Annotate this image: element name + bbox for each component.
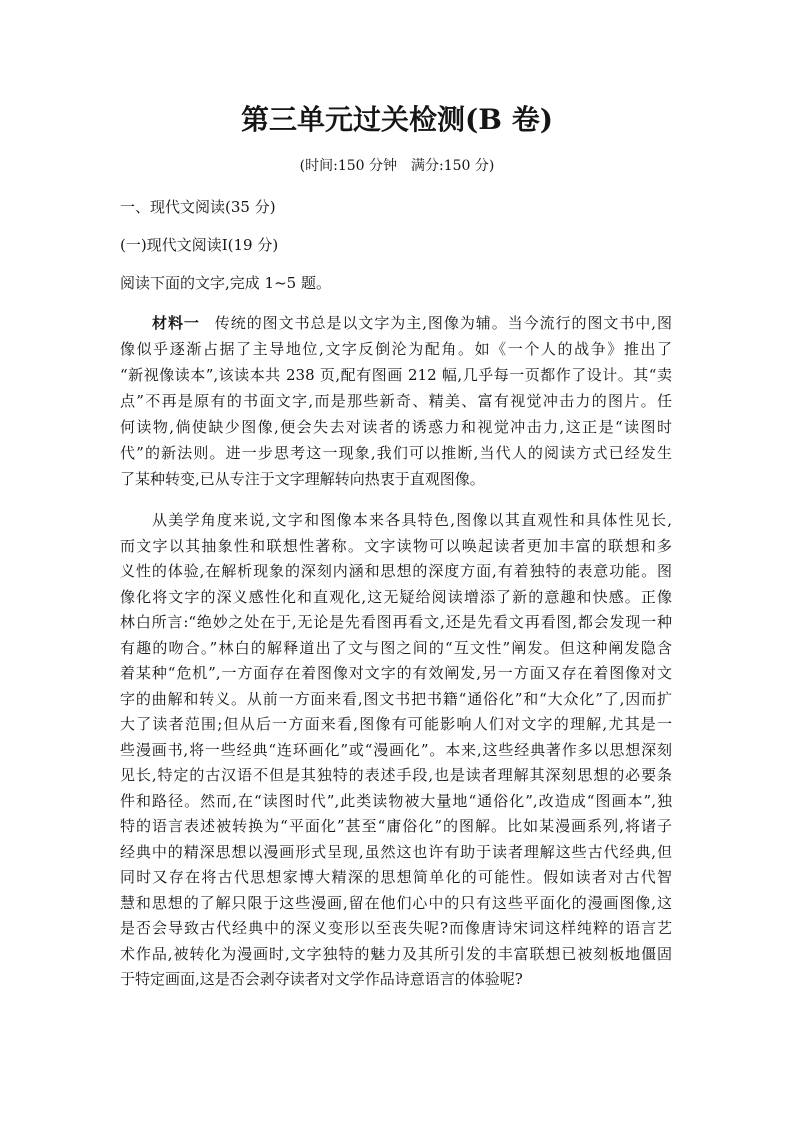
subsection-heading: (一)现代文阅读Ⅰ(19 分)	[120, 236, 279, 254]
section-heading: 一、现代文阅读(35 分)	[120, 198, 276, 216]
paragraph-line: 而文字以其抽象性和联想性著称。文字读物可以唤起读者更加丰富的联想和多	[120, 536, 672, 555]
paragraph-line: 点”不再是原有的书面文字,而是那些新奇、精美、富有视觉冲击力的图片。任	[120, 392, 672, 410]
paragraph-line: 有趣的吻合。”林白的解释道出了文与图之间的“互文性”阐发。但这种阐发隐含	[120, 638, 672, 657]
paragraph-line	[120, 310, 672, 336]
paragraph-line: 术作品,被转化为漫画时,文字独特的魅力及其所引发的丰富联想已被刻板地僵固	[120, 944, 672, 963]
paragraph-line: “新视像读本”,该读本共 238 页,配有图画 212 幅,几乎每一页都作了设计。其“卖	[120, 366, 672, 384]
paragraph-line: 大了读者范围;但从后一方面来看,图像有可能影响人们对文字的理解,尤其是一	[120, 715, 672, 733]
paragraph-line: 慧和思想的了解只限于这些漫画,留在他们心中的只有这些平面化的漫画图像,这	[120, 893, 672, 912]
material-label: 材料一	[152, 314, 200, 332]
paragraph-line: 经典中的精深思想以漫画形式呈现,虽然这也许有助于读者理解这些古代经典,但	[120, 842, 672, 861]
paragraph-line: 义性的体验,在解析现象的深刻内涵和思想的深度方面,有着独特的表意功能。图	[120, 562, 672, 580]
paragraph-line: 些漫画书,将一些经典“连环画化”或“漫画化”。本来,这些经典著作多以思想深刻	[120, 740, 672, 759]
paragraph-line: 了某种转变,已从专注于文字理解转向热衷于直观图像。	[120, 470, 485, 488]
paragraph-material-one	[120, 310, 672, 492]
paragraph-line: 像化将文字的深义感性化和直观化,这无疑给阅读增添了新的意趣和快感。正像	[120, 587, 672, 606]
paragraph-line: 着某种“危机”,一方面存在着图像对文字的有效阐发,另一方面又存在着图像对文	[120, 664, 672, 682]
exam-time-score-info: (时间:150 分钟 满分:150 分)	[299, 158, 495, 174]
paragraph-line: 特的语言表述被转换为“平面化”甚至“庸俗化”的图解。比如某漫画系列,将诸子	[120, 817, 672, 835]
paragraph-line-text: 传统的图文书总是以文字为主,图像为辅。当今流行的图文书中,图	[213, 314, 672, 332]
paragraph-line: 字的曲解和转义。从前一方面来看,图文书把书籍“通俗化”和“大众化”了,因而扩	[120, 689, 672, 708]
paragraph-line: 见长,特定的古汉语不但是其独特的表述手段,也是读者理解其深刻思想的必要条	[120, 766, 672, 784]
paragraph-line: 从美学角度来说,文字和图像本来各具特色,图像以其直观性和具体性见长,	[152, 511, 672, 529]
paragraph-line: 林白所言:“绝妙之处在于,无论是先看图再看文,还是先看文再看图,都会发现一种	[120, 613, 672, 631]
paragraph-line: 何读物,倘使缺少图像,便会失去对读者的诱惑力和视觉冲击力,这正是“读图时	[120, 418, 672, 436]
paragraph-line: 是否会导致古代经典中的深义变形以至丧失呢?而像唐诗宋词这样纯粹的语言艺	[120, 919, 672, 937]
paragraph-line: 件和路径。然而,在“读图时代”,此类读物被大量地“通俗化”,改造成“图画本”,独	[120, 791, 672, 810]
paragraph-aesthetics	[120, 508, 672, 993]
paragraph-line: 代”的新法则。进一步思考这一现象,我们可以推断,当代人的阅读方式已经发生	[120, 444, 672, 462]
reading-instruction: 阅读下面的文字,完成 1~5 题。	[120, 274, 331, 292]
paragraph-line: 像似乎逐渐占据了主导地位,文字反倒沦为配角。如《一个人的战争》推出了	[120, 340, 672, 358]
paragraph-line: 于特定画面,这是否会剥夺读者对文学作品诗意语言的体验呢?	[120, 970, 523, 988]
page-title: 第三单元过关检测(B 卷)	[241, 103, 553, 136]
paragraph-line: 同时又存在将古代思想家博大精深的思想简单化的可能性。假如读者对古代智	[120, 868, 672, 886]
